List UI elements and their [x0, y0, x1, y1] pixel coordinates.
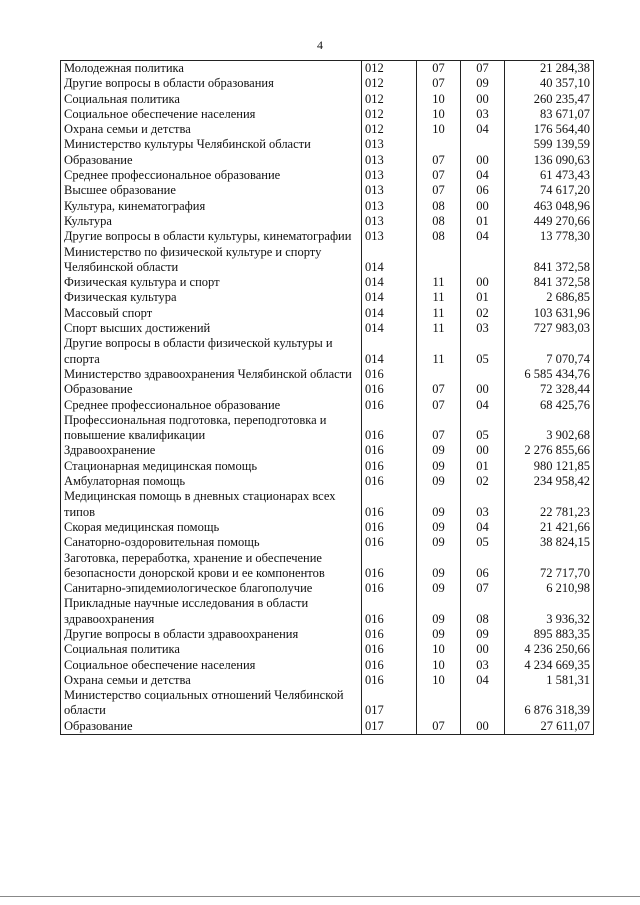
row-section-cell — [417, 137, 461, 152]
row-amount-cell: 234 958,42 — [505, 474, 594, 489]
row-subsection-cell: 07 — [461, 581, 505, 596]
row-amount-cell: 27 611,07 — [505, 719, 594, 735]
row-amount-cell: 727 983,03 — [505, 321, 594, 336]
row-section-cell: 11 — [417, 306, 461, 321]
row-section-cell — [417, 367, 461, 382]
row-subsection-cell: 02 — [461, 474, 505, 489]
row-code-cell: 012 — [362, 61, 417, 77]
row-amount-cell: 21 421,66 — [505, 520, 594, 535]
row-amount-cell: 22 781,23 — [505, 489, 594, 520]
table-row — [61, 658, 594, 673]
row-amount-cell: 4 236 250,66 — [505, 642, 594, 657]
row-name-cell: Санитарно-эпидемиологическое благополучие — [61, 581, 362, 596]
row-subsection-cell: 04 — [461, 122, 505, 137]
row-subsection-cell: 00 — [461, 443, 505, 458]
row-amount-cell: 1 581,31 — [505, 673, 594, 688]
row-code-cell: 012 — [362, 122, 417, 137]
row-section-cell: 09 — [417, 459, 461, 474]
row-code-cell: 013 — [362, 168, 417, 183]
page-number: 4 — [317, 38, 323, 52]
row-name-cell: Социальная политика — [61, 642, 362, 657]
row-section-cell: 10 — [417, 673, 461, 688]
row-name-cell: Министерство по физической культуре и спорту Челябинской области — [61, 245, 362, 276]
table-row — [61, 76, 594, 91]
row-code-cell: 016 — [362, 642, 417, 657]
table-row — [61, 474, 594, 489]
row-section-cell: 07 — [417, 76, 461, 91]
row-section-cell: 07 — [417, 183, 461, 198]
row-name-cell: Другие вопросы в области культуры, кинематографии — [61, 229, 362, 244]
row-code-cell: 014 — [362, 245, 417, 276]
row-section-cell: 10 — [417, 107, 461, 122]
table-row — [61, 290, 594, 305]
row-subsection-cell: 01 — [461, 459, 505, 474]
row-name-cell: Санаторно-оздоровительная помощь — [61, 535, 362, 550]
row-name-cell: Скорая медицинская помощь — [61, 520, 362, 535]
table-row — [61, 336, 594, 367]
row-name-cell: Министерство культуры Челябинской области — [61, 137, 362, 152]
table-row — [61, 137, 594, 152]
row-subsection-cell: 06 — [461, 551, 505, 582]
row-amount-cell: 13 778,30 — [505, 229, 594, 244]
row-subsection-cell: 09 — [461, 76, 505, 91]
row-section-cell — [417, 688, 461, 719]
row-section-cell: 11 — [417, 321, 461, 336]
row-amount-cell: 68 425,76 — [505, 398, 594, 413]
row-amount-cell: 6 876 318,39 — [505, 688, 594, 719]
table-row — [61, 627, 594, 642]
row-code-cell: 016 — [362, 520, 417, 535]
row-name-cell: Физическая культура — [61, 290, 362, 305]
row-code-cell: 013 — [362, 137, 417, 152]
row-subsection-cell: 03 — [461, 321, 505, 336]
row-section-cell: 08 — [417, 199, 461, 214]
row-name-cell: Социальная политика — [61, 92, 362, 107]
row-amount-cell: 2 276 855,66 — [505, 443, 594, 458]
row-subsection-cell: 07 — [461, 61, 505, 77]
row-code-cell: 016 — [362, 367, 417, 382]
row-code-cell: 016 — [362, 398, 417, 413]
row-name-cell: Заготовка, переработка, хранение и обеспечение безопасности донорской крови и ее компонентов — [61, 551, 362, 582]
row-code-cell: 016 — [362, 382, 417, 397]
row-code-cell: 016 — [362, 413, 417, 444]
row-code-cell: 012 — [362, 92, 417, 107]
row-amount-cell: 841 372,58 — [505, 245, 594, 276]
row-amount-cell: 176 564,40 — [505, 122, 594, 137]
row-amount-cell: 40 357,10 — [505, 76, 594, 91]
row-amount-cell: 4 234 669,35 — [505, 658, 594, 673]
row-code-cell: 017 — [362, 719, 417, 735]
row-code-cell: 016 — [362, 673, 417, 688]
row-section-cell: 08 — [417, 229, 461, 244]
row-amount-cell: 72 717,70 — [505, 551, 594, 582]
row-name-cell: Другие вопросы в области здравоохранения — [61, 627, 362, 642]
table-row — [61, 61, 594, 77]
row-section-cell: 11 — [417, 290, 461, 305]
row-name-cell: Прикладные научные исследования в области здравоохранения — [61, 596, 362, 627]
row-code-cell: 013 — [362, 183, 417, 198]
row-amount-cell: 980 121,85 — [505, 459, 594, 474]
table-row — [61, 673, 594, 688]
bottom-divider — [0, 896, 640, 897]
row-subsection-cell: 00 — [461, 92, 505, 107]
row-amount-cell: 599 139,59 — [505, 137, 594, 152]
table-row — [61, 596, 594, 627]
row-section-cell — [417, 245, 461, 276]
row-section-cell: 09 — [417, 474, 461, 489]
row-section-cell: 08 — [417, 214, 461, 229]
row-amount-cell: 463 048,96 — [505, 199, 594, 214]
table-row — [61, 535, 594, 550]
row-section-cell: 07 — [417, 153, 461, 168]
row-name-cell: Образование — [61, 153, 362, 168]
table-row — [61, 275, 594, 290]
row-name-cell: Министерство здравоохранения Челябинской области — [61, 367, 362, 382]
table-body — [61, 61, 594, 735]
row-section-cell: 09 — [417, 551, 461, 582]
row-code-cell: 016 — [362, 459, 417, 474]
row-section-cell: 09 — [417, 443, 461, 458]
row-amount-cell: 72 328,44 — [505, 382, 594, 397]
table-row — [61, 642, 594, 657]
row-subsection-cell: 03 — [461, 658, 505, 673]
row-section-cell: 09 — [417, 489, 461, 520]
row-amount-cell: 3 936,32 — [505, 596, 594, 627]
table-row — [61, 459, 594, 474]
table-row — [61, 92, 594, 107]
row-section-cell: 09 — [417, 596, 461, 627]
table-row — [61, 520, 594, 535]
row-subsection-cell: 00 — [461, 153, 505, 168]
row-name-cell: Образование — [61, 382, 362, 397]
row-subsection-cell — [461, 688, 505, 719]
row-code-cell: 016 — [362, 658, 417, 673]
row-name-cell: Среднее профессиональное образование — [61, 398, 362, 413]
row-name-cell: Высшее образование — [61, 183, 362, 198]
row-subsection-cell: 05 — [461, 413, 505, 444]
table-row — [61, 551, 594, 582]
row-amount-cell: 6 585 434,76 — [505, 367, 594, 382]
table-row — [61, 245, 594, 276]
row-code-cell: 013 — [362, 229, 417, 244]
row-amount-cell: 2 686,85 — [505, 290, 594, 305]
row-section-cell: 09 — [417, 535, 461, 550]
row-subsection-cell: 00 — [461, 642, 505, 657]
row-subsection-cell: 01 — [461, 214, 505, 229]
row-subsection-cell: 04 — [461, 229, 505, 244]
row-name-cell: Среднее профессиональное образование — [61, 168, 362, 183]
row-code-cell: 016 — [362, 474, 417, 489]
table-row — [61, 398, 594, 413]
row-amount-cell: 83 671,07 — [505, 107, 594, 122]
row-name-cell: Профессиональная подготовка, переподготовка и повышение квалификации — [61, 413, 362, 444]
row-code-cell: 016 — [362, 581, 417, 596]
row-subsection-cell: 08 — [461, 596, 505, 627]
row-amount-cell: 136 090,63 — [505, 153, 594, 168]
row-section-cell: 11 — [417, 336, 461, 367]
row-section-cell: 11 — [417, 275, 461, 290]
row-code-cell: 016 — [362, 489, 417, 520]
row-amount-cell: 61 473,43 — [505, 168, 594, 183]
row-name-cell: Охрана семьи и детства — [61, 673, 362, 688]
budget-table — [60, 60, 594, 735]
row-code-cell: 017 — [362, 688, 417, 719]
table-row — [61, 306, 594, 321]
row-name-cell: Молодежная политика — [61, 61, 362, 77]
table-row — [61, 719, 594, 735]
row-subsection-cell: 04 — [461, 520, 505, 535]
row-code-cell: 016 — [362, 535, 417, 550]
row-name-cell: Министерство социальных отношений Челябинской области — [61, 688, 362, 719]
row-name-cell: Амбулаторная помощь — [61, 474, 362, 489]
row-subsection-cell: 04 — [461, 398, 505, 413]
row-subsection-cell: 04 — [461, 673, 505, 688]
table-row — [61, 168, 594, 183]
table-row — [61, 413, 594, 444]
row-subsection-cell: 06 — [461, 183, 505, 198]
row-code-cell: 012 — [362, 76, 417, 91]
row-subsection-cell: 04 — [461, 168, 505, 183]
row-name-cell: Социальное обеспечение населения — [61, 107, 362, 122]
row-name-cell: Массовый спорт — [61, 306, 362, 321]
row-subsection-cell: 00 — [461, 275, 505, 290]
row-name-cell: Стационарная медицинская помощь — [61, 459, 362, 474]
row-subsection-cell — [461, 367, 505, 382]
row-name-cell: Образование — [61, 719, 362, 735]
row-code-cell: 014 — [362, 321, 417, 336]
row-code-cell: 016 — [362, 443, 417, 458]
table-row — [61, 229, 594, 244]
row-section-cell: 10 — [417, 642, 461, 657]
table-row — [61, 183, 594, 198]
row-section-cell: 07 — [417, 413, 461, 444]
row-subsection-cell: 01 — [461, 290, 505, 305]
row-amount-cell: 841 372,58 — [505, 275, 594, 290]
row-name-cell: Спорт высших достижений — [61, 321, 362, 336]
row-section-cell: 10 — [417, 92, 461, 107]
row-amount-cell: 260 235,47 — [505, 92, 594, 107]
row-code-cell: 013 — [362, 153, 417, 168]
row-subsection-cell: 03 — [461, 107, 505, 122]
row-subsection-cell: 09 — [461, 627, 505, 642]
row-subsection-cell: 00 — [461, 719, 505, 735]
row-section-cell: 09 — [417, 520, 461, 535]
row-subsection-cell: 02 — [461, 306, 505, 321]
row-section-cell: 07 — [417, 382, 461, 397]
row-code-cell: 012 — [362, 107, 417, 122]
table-row — [61, 581, 594, 596]
row-amount-cell: 21 284,38 — [505, 61, 594, 77]
row-subsection-cell — [461, 137, 505, 152]
row-name-cell: Культура — [61, 214, 362, 229]
row-section-cell: 10 — [417, 122, 461, 137]
row-amount-cell: 7 070,74 — [505, 336, 594, 367]
row-code-cell: 013 — [362, 199, 417, 214]
row-name-cell: Социальное обеспечение населения — [61, 658, 362, 673]
row-section-cell: 07 — [417, 398, 461, 413]
table-row — [61, 382, 594, 397]
row-code-cell: 014 — [362, 275, 417, 290]
row-name-cell: Другие вопросы в области физической культуры и спорта — [61, 336, 362, 367]
row-subsection-cell: 05 — [461, 336, 505, 367]
table-row — [61, 688, 594, 719]
row-subsection-cell: 00 — [461, 382, 505, 397]
row-name-cell: Другие вопросы в области образования — [61, 76, 362, 91]
row-code-cell: 016 — [362, 551, 417, 582]
row-code-cell: 014 — [362, 336, 417, 367]
row-amount-cell: 3 902,68 — [505, 413, 594, 444]
row-name-cell: Физическая культура и спорт — [61, 275, 362, 290]
table-row — [61, 199, 594, 214]
row-name-cell: Охрана семьи и детства — [61, 122, 362, 137]
row-section-cell: 07 — [417, 61, 461, 77]
table-row — [61, 214, 594, 229]
table-row — [61, 367, 594, 382]
row-code-cell: 014 — [362, 290, 417, 305]
table-row — [61, 122, 594, 137]
table-row — [61, 443, 594, 458]
row-section-cell: 10 — [417, 658, 461, 673]
row-name-cell: Здравоохранение — [61, 443, 362, 458]
row-section-cell: 09 — [417, 581, 461, 596]
row-code-cell: 014 — [362, 306, 417, 321]
table-row — [61, 107, 594, 122]
row-section-cell: 07 — [417, 168, 461, 183]
table-row — [61, 153, 594, 168]
row-subsection-cell: 03 — [461, 489, 505, 520]
table-row — [61, 489, 594, 520]
row-amount-cell: 895 883,35 — [505, 627, 594, 642]
row-name-cell: Медицинская помощь в дневных стационарах всех типов — [61, 489, 362, 520]
row-section-cell: 07 — [417, 719, 461, 735]
row-amount-cell: 38 824,15 — [505, 535, 594, 550]
row-code-cell: 013 — [362, 214, 417, 229]
row-code-cell: 016 — [362, 596, 417, 627]
table-row — [61, 321, 594, 336]
row-amount-cell: 103 631,96 — [505, 306, 594, 321]
row-amount-cell: 449 270,66 — [505, 214, 594, 229]
row-name-cell: Культура, кинематография — [61, 199, 362, 214]
row-subsection-cell: 00 — [461, 199, 505, 214]
row-amount-cell: 74 617,20 — [505, 183, 594, 198]
row-code-cell: 016 — [362, 627, 417, 642]
row-amount-cell: 6 210,98 — [505, 581, 594, 596]
row-subsection-cell — [461, 245, 505, 276]
row-section-cell: 09 — [417, 627, 461, 642]
row-subsection-cell: 05 — [461, 535, 505, 550]
